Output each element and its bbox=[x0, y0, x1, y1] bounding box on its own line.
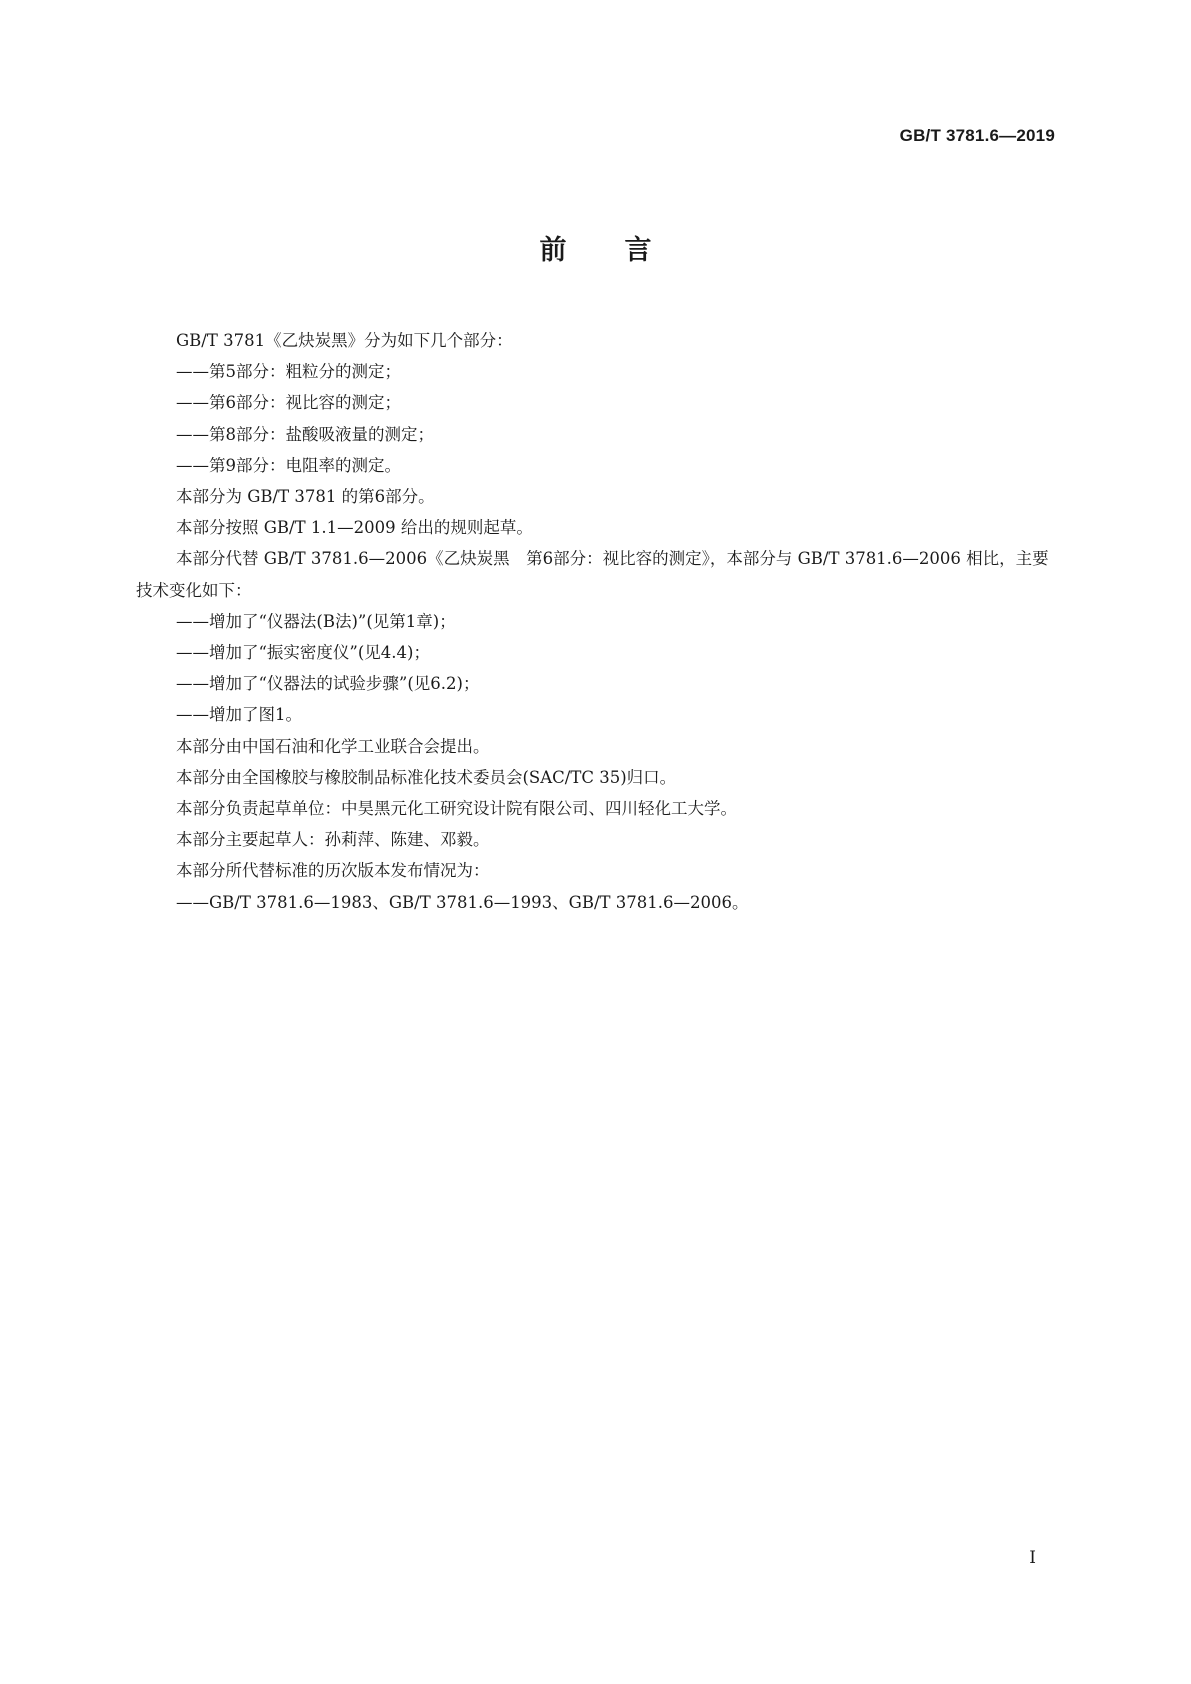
list-item: ——增加了“仪器法的试验步骤”(见6.2)； bbox=[176, 674, 480, 694]
page-title: 前言 bbox=[539, 235, 710, 266]
paragraph: 本部分由全国橡胶与橡胶制品标准化技术委员会(SAC/TC 35)归口。 bbox=[176, 767, 677, 787]
paragraph: 本部分为 GB/T 3781 的第6部分。 bbox=[176, 487, 435, 507]
paragraph: 本部分代替 GB/T 3781.6—2006《乙炔炭黑 第6部分：视比容的测定》，本部分与 GB/T 3781.6—2006 相比，主要技术变化如下： bbox=[136, 549, 1049, 600]
list-item: ——第8部分：盐酸吸液量的测定； bbox=[176, 424, 434, 444]
list-item: ——第5部分：粗粒分的测定； bbox=[176, 362, 401, 382]
paragraph: GB/T 3781《乙炔炭黑》分为如下几个部分： bbox=[176, 331, 513, 350]
list-item: ——GB/T 3781.6—1983、GB/T 3781.6—1993、GB/T 3781.6—2006。 bbox=[176, 892, 749, 912]
list-item: ——增加了“仪器法(B法)”(见第1章)； bbox=[176, 611, 456, 631]
standard-code: GB/T 3781.6—2019 bbox=[899, 126, 1055, 145]
paragraph: 本部分主要起草人：孙莉萍、陈建、邓毅。 bbox=[176, 830, 490, 850]
paragraph: 本部分按照 GB/T 1.1—2009 给出的规则起草。 bbox=[176, 518, 533, 538]
paragraph: 本部分所代替标准的历次版本发布情况为： bbox=[176, 861, 490, 881]
foreword-body bbox=[136, 325, 1058, 918]
page-number: I bbox=[1029, 1548, 1036, 1568]
list-item: ——增加了“振实密度仪”(见4.4)； bbox=[176, 643, 430, 663]
list-item: ——第6部分：视比容的测定； bbox=[176, 393, 401, 413]
paragraph: 本部分由中国石油和化学工业联合会提出。 bbox=[176, 736, 490, 756]
list-item: ——第9部分：电阻率的测定。 bbox=[176, 455, 401, 475]
paragraph: 本部分负责起草单位：中昊黑元化工研究设计院有限公司、四川轻化工大学。 bbox=[176, 799, 737, 819]
list-item: ——增加了图1。 bbox=[176, 705, 302, 725]
